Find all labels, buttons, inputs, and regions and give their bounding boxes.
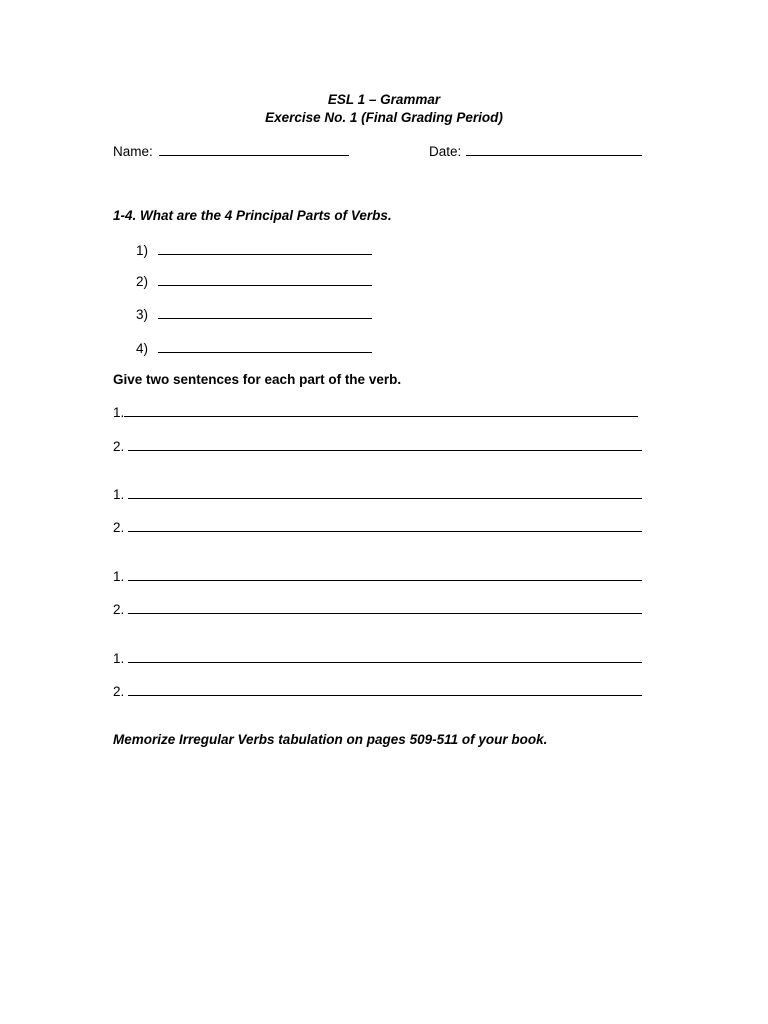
principal-parts-question: 1-4. What are the 4 Principal Parts of Verbs. bbox=[113, 208, 392, 223]
answer-blank-line[interactable] bbox=[158, 306, 372, 319]
sentence-number: 1. bbox=[113, 405, 125, 420]
date-field[interactable] bbox=[429, 143, 642, 159]
sentence-line[interactable] bbox=[113, 568, 642, 584]
principal-part-item[interactable] bbox=[136, 306, 372, 322]
sentence-line[interactable] bbox=[113, 519, 642, 535]
memorize-note: Memorize Irregular Verbs tabulation on pages 509-511 of your book. bbox=[113, 732, 548, 747]
sentence-number: 2. bbox=[113, 684, 125, 699]
name-blank-line[interactable] bbox=[159, 143, 349, 156]
item-number: 2) bbox=[136, 274, 149, 289]
sentence-blank-line[interactable] bbox=[124, 404, 638, 417]
sentence-number: 1. bbox=[113, 651, 125, 666]
sentences-instruction: Give two sentences for each part of the verb. bbox=[113, 372, 402, 387]
name-field[interactable] bbox=[113, 143, 349, 159]
answer-blank-line[interactable] bbox=[158, 273, 372, 286]
principal-part-item[interactable] bbox=[136, 242, 372, 258]
worksheet-subtitle: Exercise No. 1 (Final Grading Period) bbox=[265, 110, 503, 125]
sentence-blank-line[interactable] bbox=[128, 601, 642, 614]
principal-part-item[interactable] bbox=[136, 340, 372, 356]
item-number: 1) bbox=[136, 243, 149, 258]
sentence-blank-line[interactable] bbox=[128, 438, 642, 451]
sentence-blank-line[interactable] bbox=[128, 568, 642, 581]
date-label: Date: bbox=[429, 144, 462, 159]
sentence-blank-line[interactable] bbox=[128, 519, 642, 532]
item-number: 4) bbox=[136, 341, 149, 356]
sentence-line[interactable] bbox=[113, 438, 642, 454]
sentence-line[interactable] bbox=[113, 650, 642, 666]
date-blank-line[interactable] bbox=[466, 143, 642, 156]
sentence-line[interactable] bbox=[113, 683, 642, 699]
answer-blank-line[interactable] bbox=[158, 242, 372, 255]
sentence-line[interactable] bbox=[113, 486, 642, 502]
sentence-blank-line[interactable] bbox=[128, 683, 642, 696]
sentence-number: 2. bbox=[113, 439, 125, 454]
name-label: Name: bbox=[113, 144, 153, 159]
sentence-line[interactable] bbox=[113, 404, 638, 420]
sentence-blank-line[interactable] bbox=[128, 650, 642, 663]
worksheet-title: ESL 1 – Grammar bbox=[327, 92, 441, 107]
sentence-number: 1. bbox=[113, 487, 125, 502]
sentence-blank-line[interactable] bbox=[128, 486, 642, 499]
sentence-number: 2. bbox=[113, 520, 125, 535]
answer-blank-line[interactable] bbox=[158, 340, 372, 353]
item-number: 3) bbox=[136, 307, 149, 322]
sentence-number: 1. bbox=[113, 569, 125, 584]
sentence-line[interactable] bbox=[113, 601, 642, 617]
principal-part-item[interactable] bbox=[136, 273, 372, 289]
sentence-number: 2. bbox=[113, 602, 125, 617]
